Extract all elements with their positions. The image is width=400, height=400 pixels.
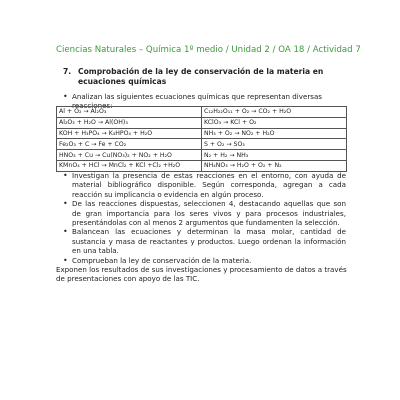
table-row <box>57 139 347 150</box>
equation-cell: N₂ + H₂ → NH₃ <box>202 150 347 161</box>
equation-cell: HNO₃ + Cu → Cu(NO₃)₂ + NO₂ + H₂O <box>57 150 202 161</box>
table-row <box>57 117 347 128</box>
equation-cell: Al₂O₃ + H₂O → Al(OH)₃ <box>57 117 202 128</box>
section-title: Comprobación de la ley de conservación de la materia en ecuaciones químicas <box>78 67 324 86</box>
task-bullet: • Balancean las ecuaciones y determinan la masa molar, cantidad de sustancia y masa de reactantes y productos. Luego ordenan la información en una tabla. <box>63 227 346 255</box>
equations-table <box>56 106 347 172</box>
equation-cell: Al + O₂ → Al₂O₃ <box>57 107 202 118</box>
section-heading <box>63 67 366 86</box>
equation-cell: NH₄NO₃ → H₂O + O₂ + N₂ <box>202 160 347 171</box>
equation-cell: C₁₂H₂₂O₁₁ + O₂ → CO₂ + H₂O <box>202 107 347 118</box>
task-bullet: • De las reacciones dispuestas, seleccionen 4, destacando aquellas que son de gran importancia para los seres vivos y para procesos industriales, presentándolas con al menos 2 argumentos que fundamenten la selección. <box>63 199 346 227</box>
equation-cell: S + O₂ → SO₃ <box>202 139 347 150</box>
equation-cell: KClO₃ → KCl + O₂ <box>202 117 347 128</box>
task-bullet: • Investigan la presencia de estas reacciones en el entorno, con ayuda de material bibliográfico disponible. Según corresponda, agregan a cada reacción su implicancia o evidencia en algún proceso. <box>63 171 346 199</box>
intro-bullet: • Analizan las siguientes ecuaciones químicas que representan diversas reacciones: <box>63 92 363 111</box>
closing-paragraph: Exponen los resultados de sus investigaciones y procesamiento de datos a través de presentaciones con apoyo de las TIC. <box>56 265 347 284</box>
page-header: Ciencias Naturales – Química 1º medio / Unidad 2 / OA 18 / Actividad 7 <box>56 45 361 55</box>
table-row <box>57 160 347 171</box>
task-list <box>63 171 346 265</box>
equation-cell: Fe₂O₃ + C → Fe + CO₂ <box>57 139 202 150</box>
table-row <box>57 107 347 118</box>
table-row <box>57 150 347 161</box>
equation-cell: NH₃ + O₂ → NO₂ + H₂O <box>202 128 347 139</box>
equation-cell: KOH + H₃PO₄ → K₃HPO₄ + H₂O <box>57 128 202 139</box>
table-row <box>57 128 347 139</box>
equation-cell: KMnO₄ + HCl → MnCl₂ + KCl +Cl₂ +H₂O <box>57 160 202 171</box>
section-number: 7. <box>63 67 72 76</box>
task-bullet: • Comprueban la ley de conservación de la materia. <box>63 256 346 265</box>
